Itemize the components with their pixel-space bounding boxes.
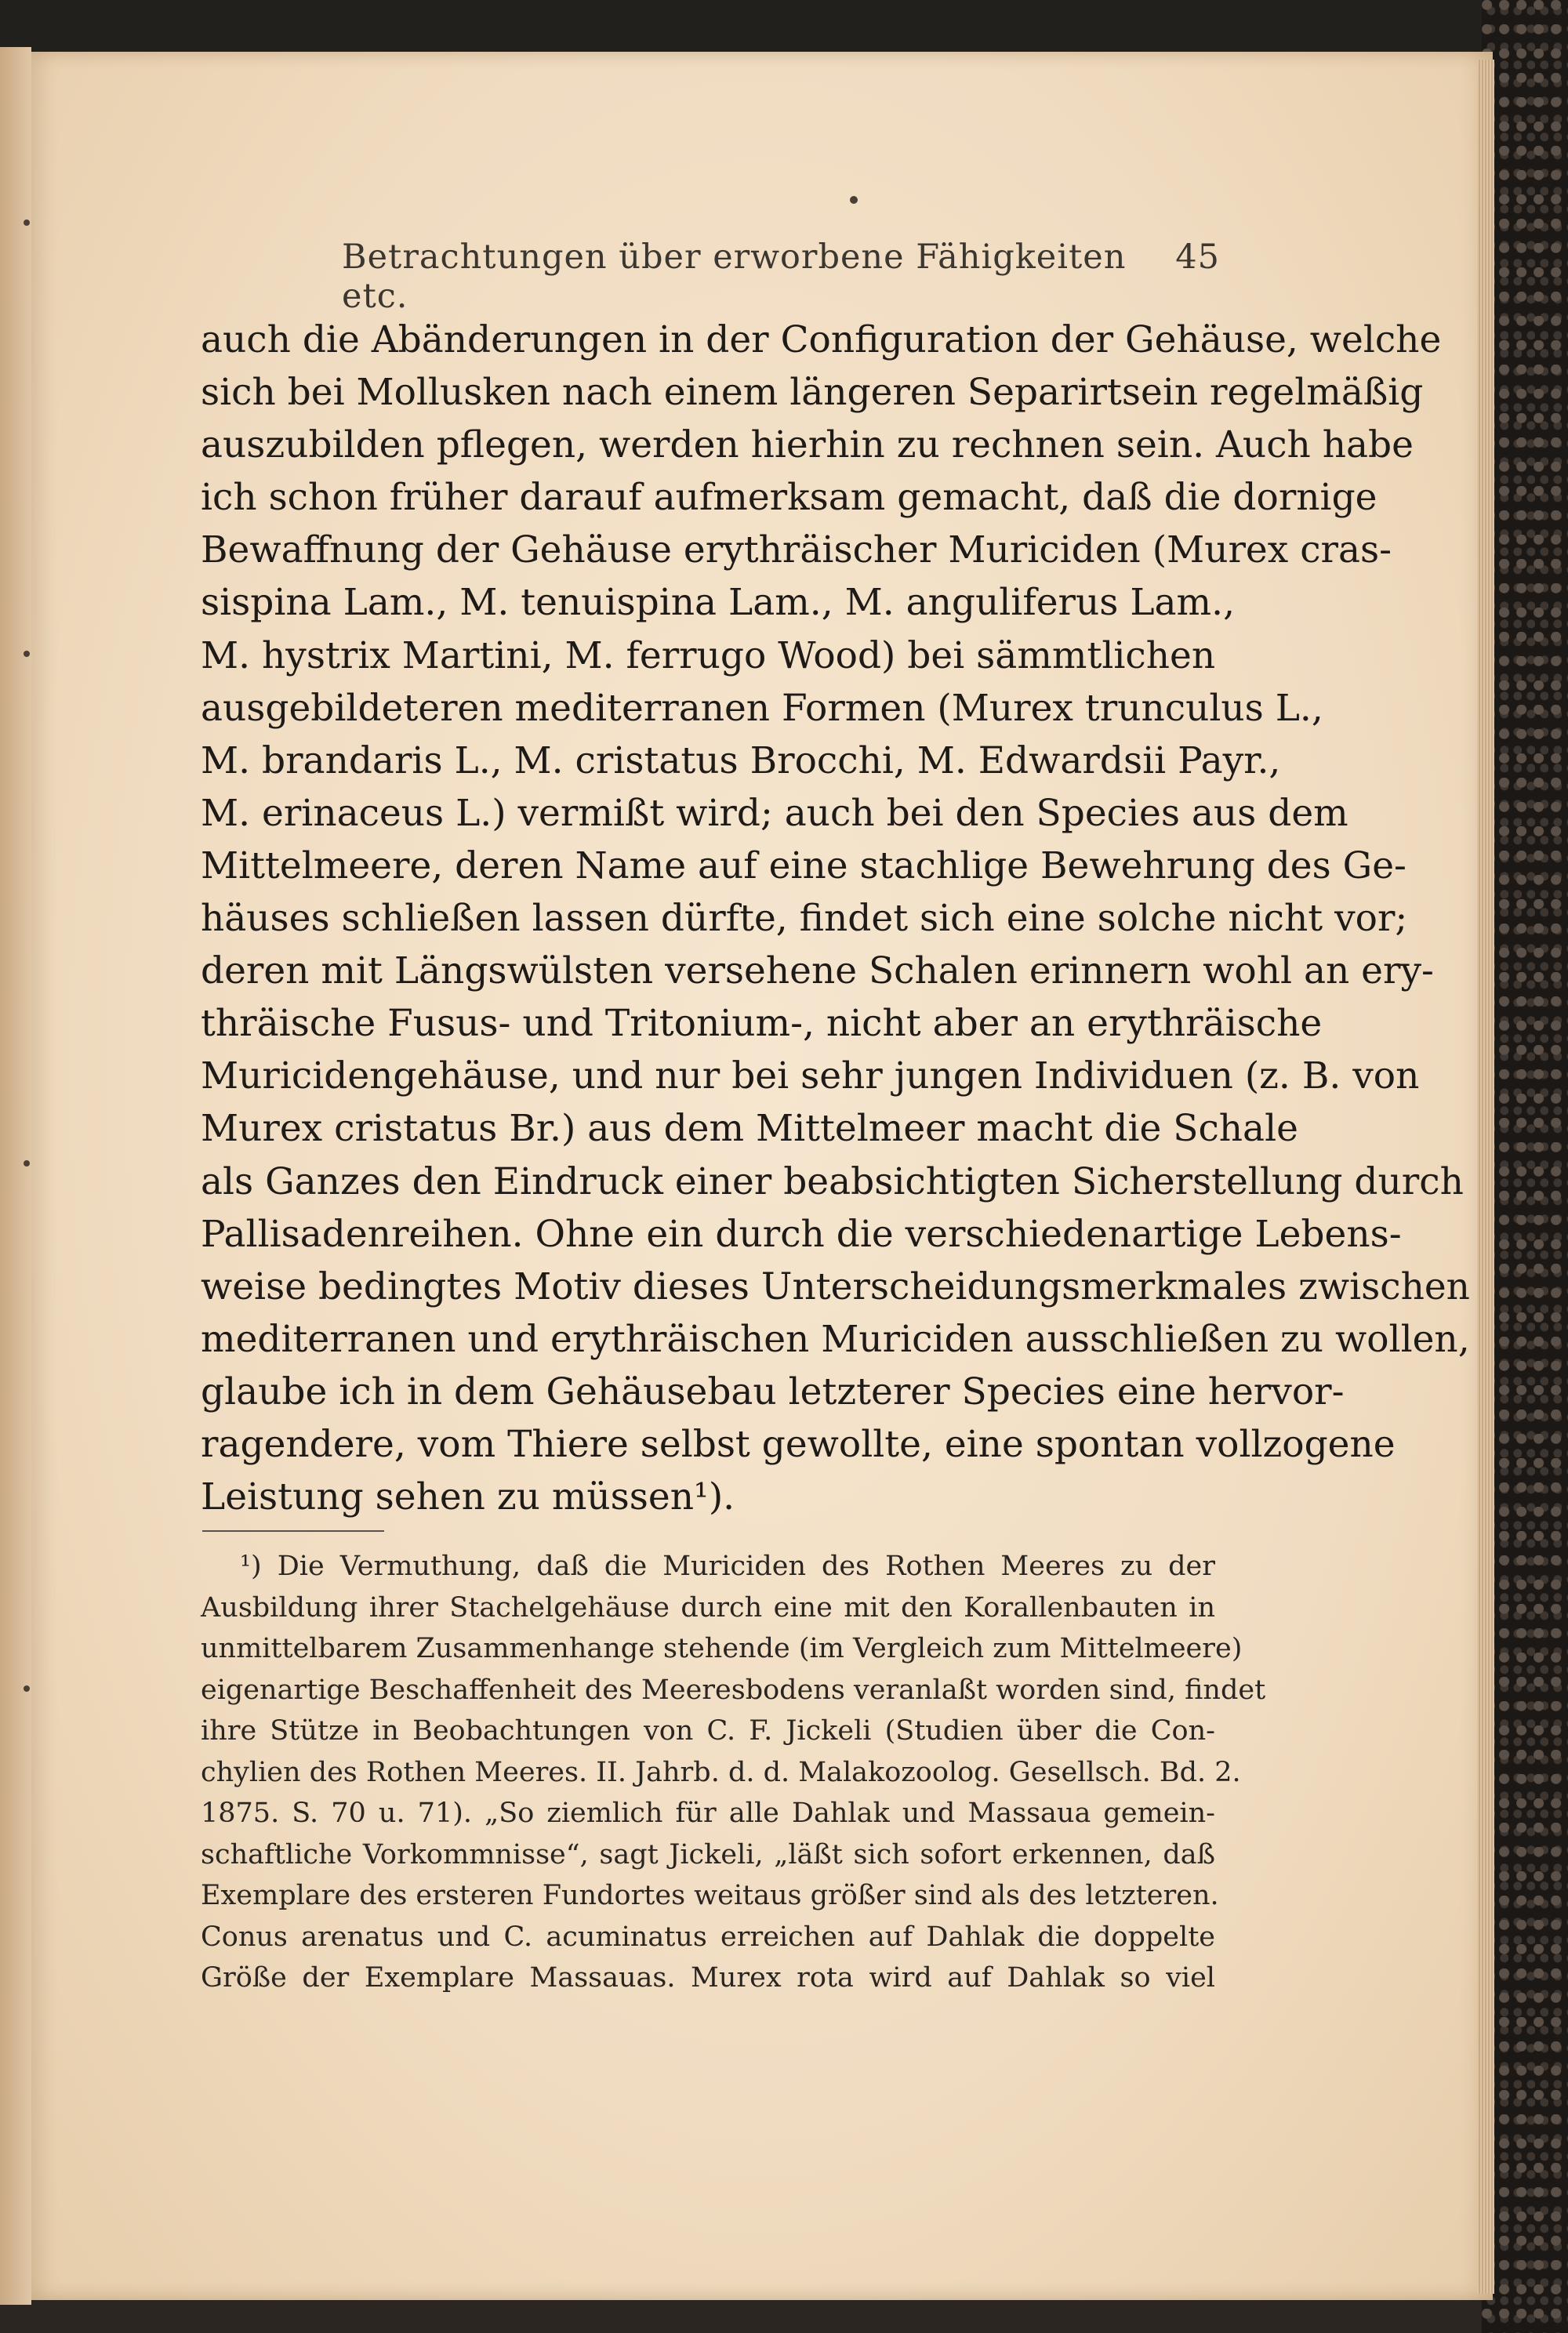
footnote-line: 1875. S. 70 u. 71). „So ziemlich für alle Dahlak und Massaua gemein- xyxy=(201,1798,1215,1829)
footnote-line: unmittelbarem Zusammenhange stehende (im Vergleich zum Mittelmeere) xyxy=(201,1633,1243,1664)
text-line: M. brandaris L., M. cristatus Brocchi, M. Edwardsii Payr., xyxy=(201,738,1281,782)
text-line: auch die Abänderungen in der Configuration der Gehäuse, welche xyxy=(201,318,1442,361)
margin-mark xyxy=(24,651,30,657)
text-line: häuses schließen lassen dürfte, findet sich eine solche nicht vor; xyxy=(201,897,1408,941)
text-line: Muricidengehäuse, und nur bei sehr jungen Individuen (z. B. von xyxy=(201,1054,1420,1098)
text-line: Murex cristatus Br.) aus dem Mittelmeer macht die Schale xyxy=(201,1107,1298,1151)
text-line: ich schon früher darauf aufmerksam gemacht, daß die dornige xyxy=(201,476,1377,520)
scan-top-background xyxy=(0,0,1568,55)
text-line: sispina Lam., M. tenuispina Lam., M. anguliferus Lam., xyxy=(201,581,1236,625)
text-line: als Ganzes den Eindruck einer beabsichtigten Sicherstellung durch xyxy=(201,1159,1464,1203)
text-line: deren mit Längswülsten versehene Schalen erinnern wohl an ery- xyxy=(201,949,1434,993)
main-text xyxy=(201,314,1470,1523)
footnote-line: Ausbildung ihrer Stachelgehäuse durch eine mit den Korallenbauten in xyxy=(201,1591,1215,1624)
text-line: Pallisadenreihen. Ohne ein durch die verschiedenartige Lebens- xyxy=(201,1212,1402,1256)
text-line: Bewaffnung der Gehäuse erythräischer Muriciden (Murex cras- xyxy=(201,528,1392,572)
footnote-line: ¹) Die Vermuthung, daß die Muriciden des Rothen Meeres zu der xyxy=(240,1551,1215,1582)
footnote-separator xyxy=(202,1530,384,1532)
footnote-line: eigenartige Beschaffenheit des Meeresbodens veranlaßt worden sind, findet xyxy=(201,1674,1266,1706)
margin-mark xyxy=(24,220,30,226)
text-line: weise bedingtes Motiv dieses Unterscheidungsmerkmales zwischen xyxy=(201,1264,1470,1308)
margin-mark xyxy=(24,1160,30,1166)
footnote-line: Größe der Exemplare Massauas. Murex rota wird auf Dahlak so viel xyxy=(201,1962,1215,1994)
footnote-line: chylien des Rothen Meeres. II. Jahrb. d. d. Malakozoolog. Gesellsch. Bd. 2. xyxy=(201,1756,1241,1788)
page-number: 45 xyxy=(1175,238,1220,277)
text-line: mediterranen und erythräischen Muriciden ausschließen zu wollen, xyxy=(201,1317,1470,1361)
page-stack-edge xyxy=(1477,60,1494,2294)
text-line: ausgebildeteren mediterranen Formen (Murex trunculus L., xyxy=(201,686,1323,730)
facing-page-edge xyxy=(0,47,31,2305)
text-line: Leistung sehen zu müssen¹). xyxy=(201,1475,735,1519)
text-line: M. hystrix Martini, M. ferrugo Wood) bei sämmtlichen xyxy=(201,633,1216,677)
text-line: auszubilden pflegen, werden hierhin zu rechnen sein. Auch habe xyxy=(201,423,1414,467)
running-head xyxy=(342,238,1220,316)
text-line: M. erinaceus L.) vermißt wird; auch bei den Species aus dem xyxy=(201,791,1348,835)
text-line: Mittelmeere, deren Name auf eine stachlige Bewehrung des Ge- xyxy=(201,844,1406,887)
book-binding xyxy=(1482,0,1568,2333)
footnote-line: Conus arenatus und C. acuminatus erreichen auf Dahlak die doppelte xyxy=(201,1921,1215,1953)
footnote-line: schaftliche Vorkommnisse“, sagt Jickeli, „läßt sich sofort erkennen, daß xyxy=(201,1838,1215,1870)
footnote-line: Exemplare des ersteren Fundortes weitaus größer sind als des letzteren. xyxy=(201,1880,1219,1911)
paper-speck xyxy=(850,196,858,204)
text-line: ragendere, vom Thiere selbst gewollte, eine spontan vollzogene xyxy=(201,1422,1396,1466)
text-line: glaube ich in dem Gehäusebau letzterer Species eine hervor- xyxy=(201,1370,1345,1413)
running-title: Betrachtungen über erworbene Fähigkeiten etc. xyxy=(342,238,1127,316)
footnote-line: ihre Stütze in Beobachtungen von C. F. Jickeli (Studien über die Con- xyxy=(201,1715,1215,1747)
footnote xyxy=(201,1546,1266,1999)
margin-mark xyxy=(24,1685,30,1692)
text-line: sich bei Mollusken nach einem längeren Separirtsein regelmäßig xyxy=(201,371,1424,415)
text-line: thräische Fusus- und Tritonium-, nicht aber an erythräische xyxy=(201,1002,1323,1046)
